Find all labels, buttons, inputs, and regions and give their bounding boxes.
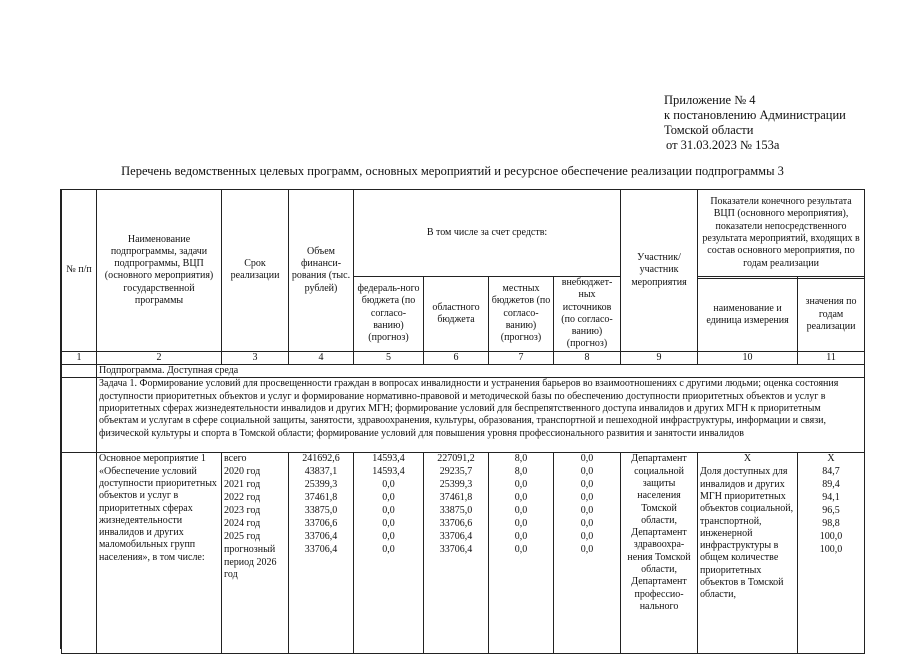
regional-4: 33875,0 <box>439 505 473 517</box>
volume-4: 33875,0 <box>304 505 338 517</box>
annex-line-3: Томской области <box>664 123 754 137</box>
table-frame <box>60 189 860 649</box>
extra-4: 0,0 <box>580 505 594 517</box>
indicator-x: Х <box>743 453 752 465</box>
col-num-3: 3 <box>222 351 289 364</box>
ind-val-4: 96,5 <box>822 505 840 517</box>
federal-6: 0,0 <box>382 531 395 543</box>
col-num-5: 5 <box>354 351 424 364</box>
subprogram-num-cell <box>62 365 97 378</box>
federal-2: 0,0 <box>382 479 395 491</box>
annex-line-1: Приложение № 4 <box>664 93 756 107</box>
local-6: 0,0 <box>514 531 528 543</box>
header-ind-name: наименование и единица измерения <box>698 278 798 351</box>
header-num: № п/п <box>62 190 97 352</box>
measure-num-cell <box>62 453 97 654</box>
measure-regional <box>424 453 489 654</box>
measure-indicator-values <box>798 453 865 654</box>
local-4: 0,0 <box>514 505 528 517</box>
ind-val-2: 89,4 <box>822 479 840 491</box>
col-num-1: 1 <box>62 351 97 364</box>
local-5: 0,0 <box>514 518 528 530</box>
regional-3: 37461,8 <box>439 492 473 504</box>
measure-indicator <box>698 453 798 654</box>
header-ind-values: значения по годам реализации <box>798 278 865 351</box>
measure-volume <box>289 453 354 654</box>
col-num-8: 8 <box>554 351 621 364</box>
annex-line-2: к постановлению Администрации <box>664 108 846 122</box>
document-title: Перечень ведомственных целевых программ, основных мероприятий и ресурсное обеспечение реализации подпрограммы 3 <box>121 164 784 178</box>
ind-val-7: 100,0 <box>819 544 843 556</box>
local-3: 0,0 <box>514 492 528 504</box>
extra-5: 0,0 <box>580 518 594 530</box>
task-text: Задача 1. Формирование условий для просвещенности граждан в вопросах инвалидности и устранения барьеров во взаимоотношениях с другими людьми; оценка состояния доступности приоритетных объектов и услуг и формирование нормативно-правовой и методической базы по обеспечению доступности приоритетных объектов и услуг в приоритетных сферах жизнедеятельности инвалидов и других МГН; формирование условий для беспрепятственного доступа инвалидов и других МГН к приоритетным объектам и услугам в сфере социальной защиты, занятости, здравоохранения, культуры, образования, транспортной и пешеходной инфраструктуры, информации и связи, физической культуры и спорта в Томской области; формирование условий для повышения уровня профессионального развития и занятости инвалидов <box>97 378 865 453</box>
volume-2: 25399,3 <box>304 479 338 491</box>
task-num-cell <box>62 378 97 453</box>
federal-0: 14593,4 <box>372 453 405 465</box>
regional-0: 227091,2 <box>437 453 475 465</box>
volume-0: 241692,6 <box>302 453 340 465</box>
volume-6: 33706,4 <box>304 531 338 543</box>
annex-line-4: от 31.03.2023 № 153а <box>666 138 780 152</box>
col-num-6: 6 <box>424 351 489 364</box>
regional-2: 25399,3 <box>439 479 473 491</box>
ind-val-6: 100,0 <box>819 531 843 543</box>
header-federal: федераль-ного бюджета (по согласо-ванию) (прогноз) <box>354 277 424 352</box>
local-7: 0,0 <box>514 544 528 556</box>
extra-7: 0,0 <box>580 544 594 556</box>
measure-terms <box>222 453 289 654</box>
ind-val-3: 94,1 <box>822 492 840 504</box>
term-7: прогнозный период 2026 год <box>224 544 277 580</box>
regional-7: 33706,4 <box>439 544 473 556</box>
annex-block <box>664 93 846 153</box>
measure-extra <box>554 453 621 654</box>
header-term: Срок реализации <box>222 190 289 352</box>
col-num-2: 2 <box>97 351 222 364</box>
header-participant: Участник/ участник мероприятия <box>621 190 698 352</box>
header-local: местных бюджетов (по согласо-ванию) (прогноз) <box>489 277 554 352</box>
term-1: 2020 год <box>224 466 261 478</box>
measure-local <box>489 453 554 654</box>
ind-val-1: 84,7 <box>822 466 840 478</box>
header-regional: областного бюджета <box>424 277 489 352</box>
regional-1: 29235,7 <box>439 466 473 478</box>
volume-7: 33706,4 <box>304 544 338 556</box>
program-table <box>61 189 865 654</box>
header-indicators: Показатели конечного результата ВЦП (основного мероприятия), показатели непосредственного результата мероприятий, входящих в состав основного мероприятия, по годам реализации <box>698 190 865 277</box>
col-num-7: 7 <box>489 351 554 364</box>
federal-4: 0,0 <box>382 505 395 517</box>
regional-5: 33706,6 <box>439 518 473 530</box>
term-0: всего <box>224 453 247 465</box>
local-1: 8,0 <box>514 466 528 478</box>
measure-federal <box>354 453 424 654</box>
header-volume: Объем финанси-рования (тыс. рублей) <box>289 190 354 352</box>
indicator-text: Доля доступных для инвалидов и других МГН приоритетных объектов социальной, транспортной, инженерной инфраструктуры в общем количестве приоритетных объектов в Томской области, <box>700 466 794 601</box>
term-3: 2022 год <box>224 492 261 504</box>
measure-name: Основное мероприятие 1 «Обеспечение условий доступности приоритетных объектов и услуг в приоритетных сферах жизнедеятельности инвалидов и других маломобильных групп населения», в том числе: <box>97 453 222 654</box>
col-num-10: 10 <box>698 351 798 364</box>
extra-2: 0,0 <box>580 479 594 491</box>
term-5: 2024 год <box>224 518 261 530</box>
measure-participant: Департамент социальной защиты населения Томской области, Департамент здравоохра-нения Томской области, Департамент профессио-нального <box>621 453 698 654</box>
extra-3: 0,0 <box>580 492 594 504</box>
volume-3: 37461,8 <box>304 492 338 504</box>
volume-1: 43837,1 <box>304 466 338 478</box>
regional-6: 33706,4 <box>439 531 473 543</box>
ind-val-5: 98,8 <box>822 518 840 530</box>
col-num-4: 4 <box>289 351 354 364</box>
col-num-9: 9 <box>621 351 698 364</box>
term-4: 2023 год <box>224 505 261 517</box>
ind-val-0: Х <box>827 453 835 465</box>
federal-3: 0,0 <box>382 492 395 504</box>
local-2: 0,0 <box>514 479 528 491</box>
federal-7: 0,0 <box>382 544 395 556</box>
extra-1: 0,0 <box>580 466 594 478</box>
col-num-11: 11 <box>798 351 865 364</box>
subprogram-title: Подпрограмма. Доступная среда <box>97 365 865 378</box>
header-extra: внебюджет-ных источников (по согласо-ванию) (прогноз) <box>554 277 621 352</box>
extra-6: 0,0 <box>580 531 594 543</box>
federal-5: 0,0 <box>382 518 395 530</box>
local-0: 8,0 <box>514 453 528 465</box>
term-6: 2025 год <box>224 531 261 543</box>
federal-1: 14593,4 <box>372 466 405 478</box>
term-2: 2021 год <box>224 479 261 491</box>
header-name: Наименование подпрограммы, задачи подпрограммы, ВЦП (основного мероприятия) государственной программы <box>97 190 222 352</box>
header-incl: В том числе за счет средств: <box>354 190 621 277</box>
volume-5: 33706,6 <box>304 518 338 530</box>
extra-0: 0,0 <box>580 453 594 465</box>
